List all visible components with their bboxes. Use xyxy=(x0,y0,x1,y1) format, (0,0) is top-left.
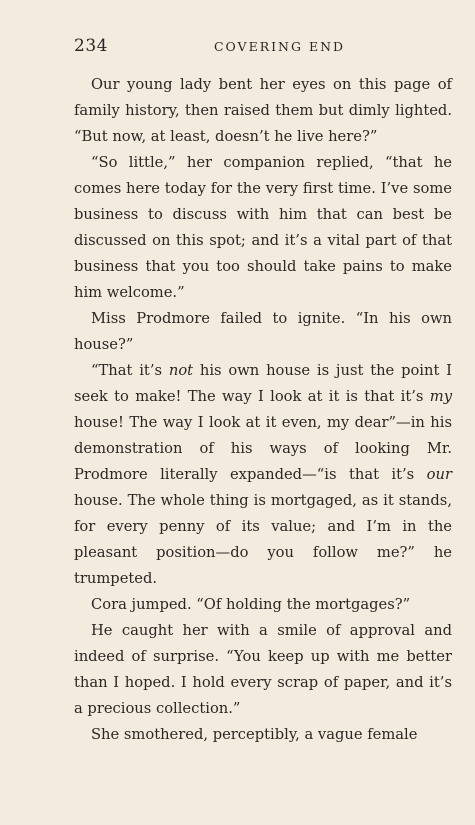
text-run: his own house is just the point I seek to make! The way I look at it is that it’s xyxy=(74,362,452,405)
text-run: Miss Prodmore failed to ignite. “In his own house?” xyxy=(74,310,452,353)
text-run: house! The way I look at it even, my dear”—in his demonstration of his ways of looking Mr. Prodmore literally expanded—“is that it’s xyxy=(74,414,452,483)
text-run: house. The whole thing is mortgaged, as it stands, for every penny of its value; and I’m in the pleasant position—do you follow me?” he trumpeted. xyxy=(74,492,452,587)
italic-text: my xyxy=(429,388,452,405)
text-run: Our young lady bent her eyes on this page of family history, then raised them but dimly lighted. “But now, at least, doesn’t he live here?” xyxy=(74,76,452,145)
text-run: He caught her with a smile of approval and indeed of surprise. “You keep up with me better than I hoped. I hold every scrap of paper, and it’s a precious collection.” xyxy=(74,622,452,717)
italic-text: our xyxy=(426,466,452,483)
paragraph xyxy=(74,306,452,358)
paragraph xyxy=(74,618,452,722)
paragraph xyxy=(74,72,452,150)
paragraph xyxy=(74,722,452,748)
paragraph xyxy=(74,150,452,306)
text-run: She smothered, perceptibly, a vague female xyxy=(91,726,418,743)
text-run: “So little,” her companion replied, “that he comes here today for the very first time. I’ve some business to discuss with him that can best be discussed on this spot; and it’s a vital part of that business that you too should take pains to make him welcome.” xyxy=(74,154,452,301)
body-text xyxy=(74,72,452,748)
page-header xyxy=(74,36,445,58)
italic-text: not xyxy=(168,362,194,379)
page-number: 234 xyxy=(74,36,108,56)
paragraph xyxy=(74,358,452,592)
running-title: COVERING END xyxy=(213,39,346,54)
paragraph xyxy=(74,592,452,618)
text-run: Cora jumped. “Of holding the mortgages?” xyxy=(91,596,411,613)
text-run: “That it’s xyxy=(91,362,169,379)
